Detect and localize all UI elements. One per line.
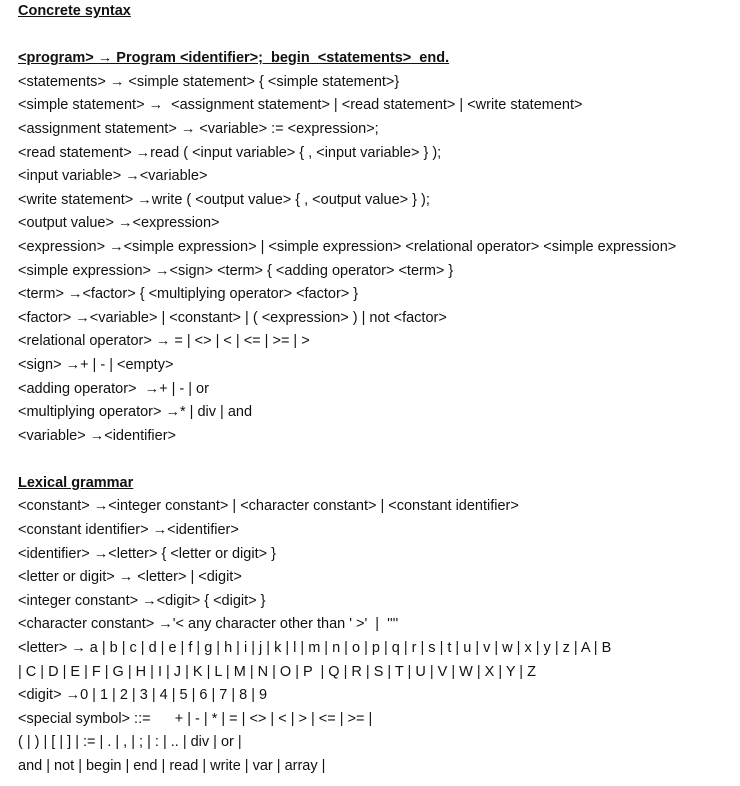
spacer: [18, 24, 734, 48]
rule-constant-identifier: <constant identifier> →<identifier>: [18, 522, 239, 539]
rule-identifier: <identifier> →<letter> { <letter or digit> }: [18, 545, 276, 562]
lexical-grammar-heading: Lexical grammar: [18, 474, 134, 491]
rule-input-variable: <input variable> →<variable>: [18, 168, 208, 185]
grammar-document: [18, 0, 734, 779]
rule-relational-operator: <relational operator> → = | <> | < | <= | >= | >: [18, 333, 310, 350]
rule-letter: <letter> → a | b | c | d | e | f | g | h | i | j | k | l | m | n | o | p | q | r | s | t | u | v | w | x | y | z | A | B: [18, 640, 612, 657]
rule-letter-or-digit: <letter or digit> → <letter> | <digit>: [18, 569, 242, 586]
rule-constant: <constant> →<integer constant> | <character constant> | <constant identifier>: [18, 498, 519, 515]
rule-term: <term> →<factor> { <multiplying operator> <factor> }: [18, 286, 359, 303]
rule-adding-operator: <adding operator> →+ | - | or: [18, 380, 209, 397]
rule-factor: <factor> →<variable> | <constant> | ( <expression> ) | not <factor>: [18, 309, 447, 326]
rule-special-symbol-keywords: and | not | begin | end | read | write | var | array |: [18, 758, 326, 774]
rule-multiplying-operator: <multiplying operator> →* | div | and: [18, 404, 253, 421]
rule-output-value: <output value> →<expression>: [18, 215, 220, 232]
rule-digit: <digit> →0 | 1 | 2 | 3 | 4 | 5 | 6 | 7 | 8 | 9: [18, 687, 268, 704]
spacer: [18, 448, 734, 472]
rule-special-symbol: <special symbol> ::= + | - | * | = | <> | < | > | <= | >= |: [18, 710, 373, 727]
rule-sign: <sign> →+ | - | <empty>: [18, 356, 174, 373]
rule-simple-statement: <simple statement> → <assignment statement> | <read statement> | <write statement>: [18, 97, 583, 114]
rule-variable: <variable> →<identifier>: [18, 427, 176, 444]
rule-integer-constant: <integer constant> →<digit> { <digit> }: [18, 592, 266, 609]
concrete-syntax-heading: Concrete syntax: [18, 3, 131, 19]
program-rule: <program> → Program <identifier>; begin <statements> end.: [18, 50, 450, 67]
rule-character-constant: <character constant> →'< any character other than ' >' | '''': [18, 616, 399, 633]
rule-letter-continued: | C | D | E | F | G | H | I | J | K | L | M | N | O | P | Q | R | S | T | U | V | W | X | Y | Z: [18, 663, 536, 680]
rule-simple-expression: <simple expression> →<sign> <term> { <adding operator> <term> }: [18, 262, 454, 279]
rule-write-statement: <write statement> →write ( <output value> { , <output value> } );: [18, 191, 430, 208]
rule-statements: <statements> → <simple statement> { <simple statement>}: [18, 73, 400, 90]
rule-expression: <expression> →<simple expression> | <simple expression> <relational operator> <simple expression>: [18, 238, 677, 255]
rule-read-statement: <read statement> →read ( <input variable> { , <input variable> } );: [18, 144, 442, 161]
rule-assignment-statement: <assignment statement> → <variable> := <expression>;: [18, 120, 379, 137]
rule-special-symbol-continued: ( | ) | [ | ] | := | . | , | ; | : | .. | div | or |: [18, 734, 242, 751]
